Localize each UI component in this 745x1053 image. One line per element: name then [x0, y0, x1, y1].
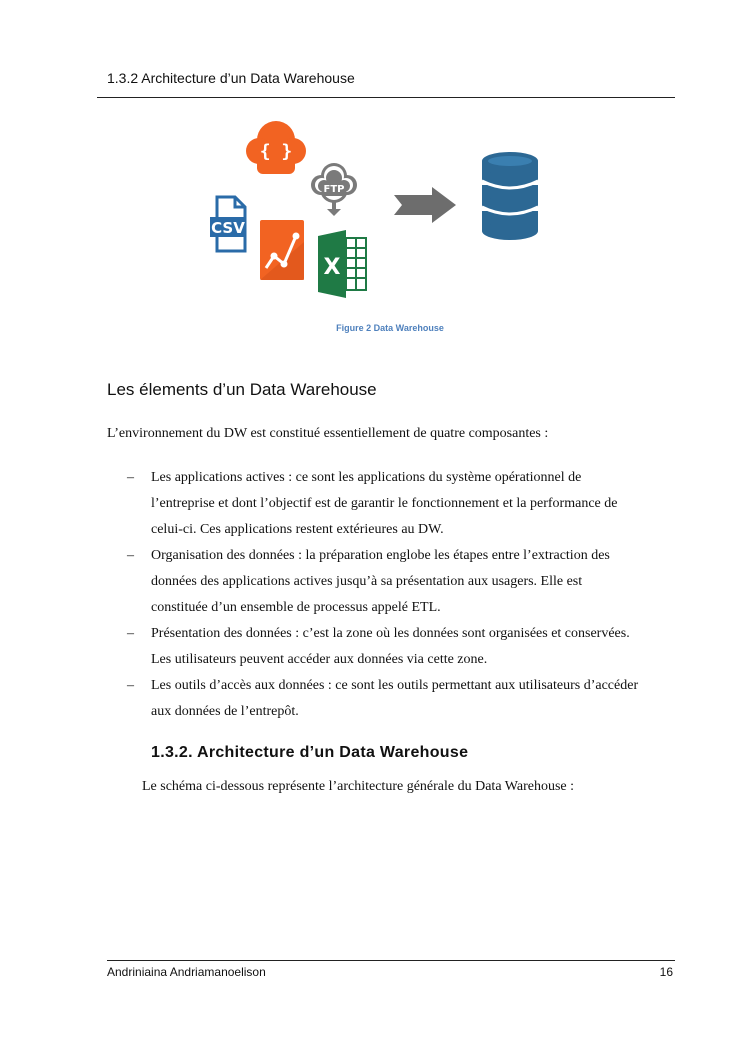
- list-line: celui-ci. Ces applications restent extérieures au DW.: [151, 522, 444, 537]
- page-number: 16: [659, 965, 673, 979]
- header-divider: [97, 97, 675, 98]
- analytics-chart-icon: [260, 220, 304, 282]
- excel-file-icon: [318, 230, 368, 298]
- components-list: [107, 465, 677, 725]
- data-warehouse-figure: [205, 115, 550, 305]
- database-icon: [480, 151, 540, 247]
- json-cloud-label: { }: [259, 141, 293, 162]
- excel-label: X: [323, 255, 341, 280]
- list-item: [107, 673, 677, 725]
- csv-label: CSV: [211, 219, 245, 237]
- list-dash: –: [127, 470, 134, 485]
- list-dash: –: [127, 678, 134, 693]
- list-dash: –: [127, 548, 134, 563]
- intro-paragraph: L’environnement du DW est constitué essentiellement de quatre composantes :: [107, 426, 549, 441]
- list-line: Organisation des données : la préparation englobe les étapes entre l’extraction des: [151, 548, 610, 563]
- footer-divider: [107, 960, 675, 961]
- list-line: aux données de l’entrepôt.: [151, 704, 299, 719]
- subsection-heading: 1.3.2. Architecture d’un Data Warehouse: [151, 744, 469, 761]
- ftp-cloud-icon: [309, 159, 359, 217]
- list-line: constituée d’un ensemble de processus appelé ETL.: [151, 600, 441, 615]
- flow-arrow-icon: [392, 185, 458, 225]
- list-line: Les outils d’accès aux données : ce sont les outils permettant aux utilisateurs d’accéder: [151, 678, 639, 693]
- list-line: Les utilisateurs peuvent accéder aux données via cette zone.: [151, 652, 488, 667]
- list-line: Présentation des données : c’est la zone où les données sont organisées et conservées.: [151, 626, 630, 641]
- list-line: Les applications actives : ce sont les applications du système opérationnel de: [151, 470, 582, 485]
- running-header: 1.3.2 Architecture d’un Data Warehouse: [107, 70, 355, 86]
- list-item: [107, 543, 677, 621]
- list-dash: –: [127, 626, 134, 641]
- list-line: données des applications actives jusqu’à sa présentation aux usagers. Elle est: [151, 574, 583, 589]
- footer-author: Andriniaina Andriamanoelison: [107, 965, 266, 979]
- list-item: [107, 465, 677, 543]
- figure-caption: Figure 2 Data Warehouse: [336, 323, 444, 333]
- list-item: [107, 621, 677, 673]
- ftp-label: FTP: [323, 184, 345, 195]
- json-cloud-icon: [245, 118, 307, 176]
- csv-file-icon: [209, 195, 249, 255]
- section-heading: Les élements d’un Data Warehouse: [107, 380, 377, 399]
- subsection-paragraph: Le schéma ci-dessous représente l’architecture générale du Data Warehouse :: [142, 779, 575, 794]
- list-line: l’entreprise et dont l’objectif est de garantir le fonctionnement et la performance de: [151, 496, 618, 511]
